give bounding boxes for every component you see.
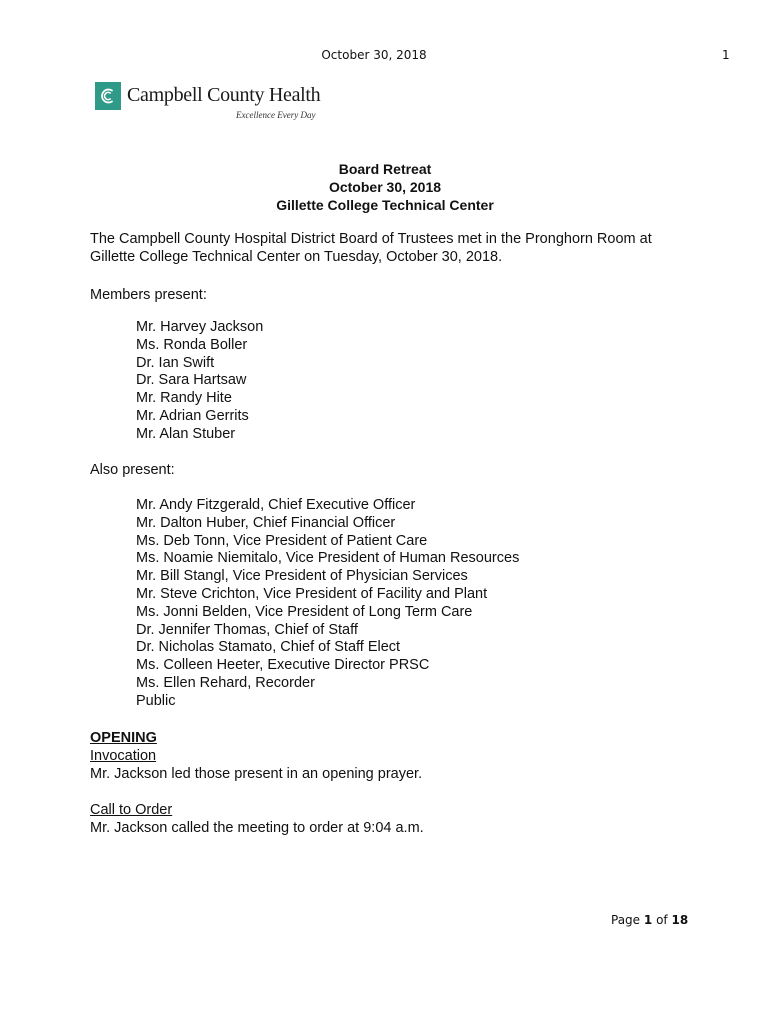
list-item: Ms. Colleen Heeter, Executive Director PRSC (136, 657, 430, 674)
intro-paragraph: The Campbell County Hospital District Board of Trustees met in the Pronghorn Room at Gillette College Technical Center on Tuesday, October 30, 2018. (90, 231, 652, 265)
list-item: Mr. Bill Stangl, Vice President of Physician Services (136, 568, 468, 585)
list-item: Mr. Adrian Gerrits (136, 407, 249, 424)
title-line-3: Gillette College Technical Center (276, 197, 494, 213)
list-item: Dr. Jennifer Thomas, Chief of Staff (136, 621, 358, 638)
list-item: Mr. Alan Stuber (136, 425, 236, 442)
list-item: Mr. Andy Fitzgerald, Chief Executive Officer (136, 497, 416, 513)
opening-section (90, 729, 700, 783)
list-item: Dr. Nicholas Stamato, Chief of Staff Elect (136, 639, 401, 656)
also-present-label: Also present: (90, 462, 175, 478)
document-title (0, 160, 770, 214)
footer-total-pages: 18 (671, 913, 689, 927)
page-header-number: 1 (722, 48, 730, 62)
invocation-text: Mr. Jackson led those present in an opening prayer. (90, 766, 423, 782)
page-header-date: October 30, 2018 (321, 48, 427, 62)
footer-current-page: 1 (643, 913, 653, 927)
page-footer (611, 913, 688, 927)
logo (95, 80, 355, 124)
list-item: Mr. Steve Crichton, Vice President of Facility and Plant (136, 585, 488, 602)
list-item: Dr. Sara Hartsaw (136, 372, 247, 389)
call-to-order-text: Mr. Jackson called the meeting to order at 9:04 a.m. (90, 820, 424, 836)
list-item: Ms. Ronda Boller (136, 336, 248, 353)
campbell-county-health-logo-icon (95, 82, 121, 110)
list-item: Ms. Noamie Niemitalo, Vice President of Human Resources (136, 550, 520, 567)
footer-of-word: of (656, 913, 668, 927)
members-present-list (136, 319, 696, 444)
members-present-label: Members present: (90, 287, 207, 303)
list-item: Ms. Jonni Belden, Vice President of Long Term Care (136, 603, 473, 620)
list-item: Public (136, 692, 176, 709)
list-item: Mr. Dalton Huber, Chief Financial Officer (136, 514, 396, 531)
logo-tagline: Excellence Every Day (236, 110, 316, 120)
call-to-order-section (90, 801, 700, 837)
invocation-heading: Invocation (90, 748, 157, 764)
footer-page-word: Page (611, 913, 641, 927)
title-line-1: Board Retreat (338, 161, 432, 177)
list-item: Mr. Randy Hite (136, 390, 232, 407)
logo-name: Campbell County Health (127, 84, 321, 106)
list-item: Ms. Deb Tonn, Vice President of Patient Care (136, 532, 428, 549)
call-to-order-heading: Call to Order (90, 802, 173, 818)
list-item: Ms. Ellen Rehard, Recorder (136, 674, 315, 691)
title-line-2: October 30, 2018 (328, 179, 442, 195)
also-present-list (136, 497, 696, 711)
list-item: Mr. Harvey Jackson (136, 319, 264, 335)
list-item: Dr. Ian Swift (136, 354, 215, 371)
opening-heading: OPENING (90, 730, 157, 746)
